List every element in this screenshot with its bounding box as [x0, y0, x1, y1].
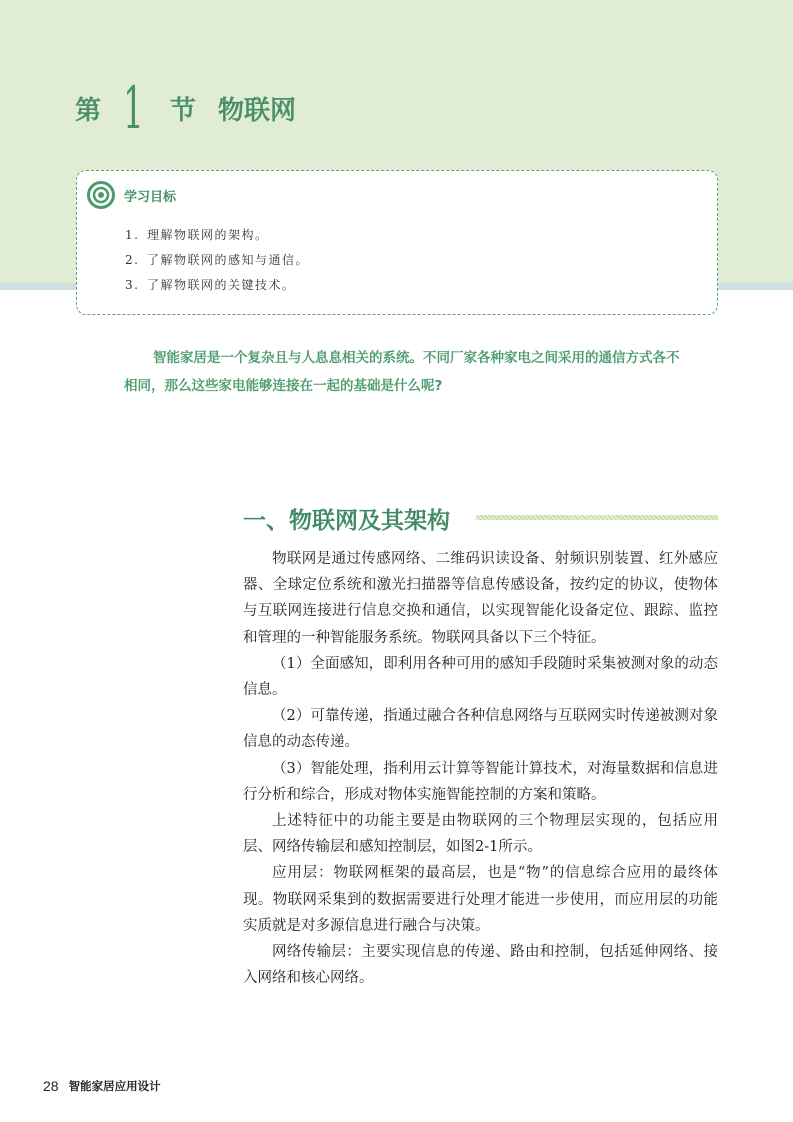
section-prefix: 第	[75, 95, 102, 126]
paragraph: （1）全面感知，即利用各种可用的感知手段随时采集被测对象的动态信息。	[243, 655, 718, 699]
objective-item: 2. 了解物联网的感知与通信。	[125, 253, 310, 267]
heading-rule	[476, 515, 718, 520]
page-number: 28	[43, 1078, 59, 1094]
paragraph: 网络传输层：主要实现信息的传递、路由和控制，包括延伸网络、接入网络和核心网络。	[243, 944, 718, 987]
section-suffix: 节	[169, 95, 196, 126]
intro-question: 智能家居是一个复杂且与人息息相关的系统。不同厂家各种家电之间采用的通信方式各不相同，那么这些家电能够连接在一起的基础是什么呢?	[124, 350, 680, 394]
paragraph: （3）智能处理，指利用云计算等智能计算技术，对海量数据和信息进行分析和综合，形成对物体实施智能控制的方案和策略。	[243, 760, 718, 803]
paragraph: 上述特征中的功能主要是由物联网的三个物理层实现的，包括应用层、网络传输层和感知控制层，如图2-1所示。	[243, 813, 718, 856]
section-number: 1	[123, 74, 144, 142]
page-footer	[43, 1076, 161, 1096]
objective-item: 3. 了解物联网的关键技术。	[125, 278, 296, 292]
objective-item: 1. 理解物联网的架构。	[125, 228, 269, 242]
paragraph: （2）可靠传递，指通过融合各种信息网络与互联网实时传递被测对象信息的动态传递。	[243, 708, 718, 751]
objectives-list	[125, 223, 309, 298]
paragraph: 应用层：物联网框架的最高层，也是“物”的信息综合应用的最终体现。物联网采集到的数据需要进行处理才能进一步使用，而应用层的功能实质就是对多源信息进行融合与决策。	[243, 865, 718, 934]
section-topic: 物联网	[217, 95, 296, 126]
paragraph: 物联网是通过传感网络、二维码识读设备、射频识别装置、红外感应器、全球定位系统和激光扫描器等信息传感设备，按约定的协议，使物体与互联网连接进行信息交换和通信，以实现智能化设备定位、跟踪、监控和管理的一种智能服务系统。物联网具备以下三个特征。	[243, 551, 718, 646]
learning-objectives-box	[76, 170, 718, 315]
objectives-title: 学习目标	[124, 190, 177, 205]
section-heading: 一、物联网及其架构	[243, 507, 450, 534]
target-icon	[87, 181, 115, 209]
body-text	[243, 546, 718, 991]
book-title: 智能家居应用设计	[68, 1079, 161, 1093]
section-title	[75, 74, 296, 142]
